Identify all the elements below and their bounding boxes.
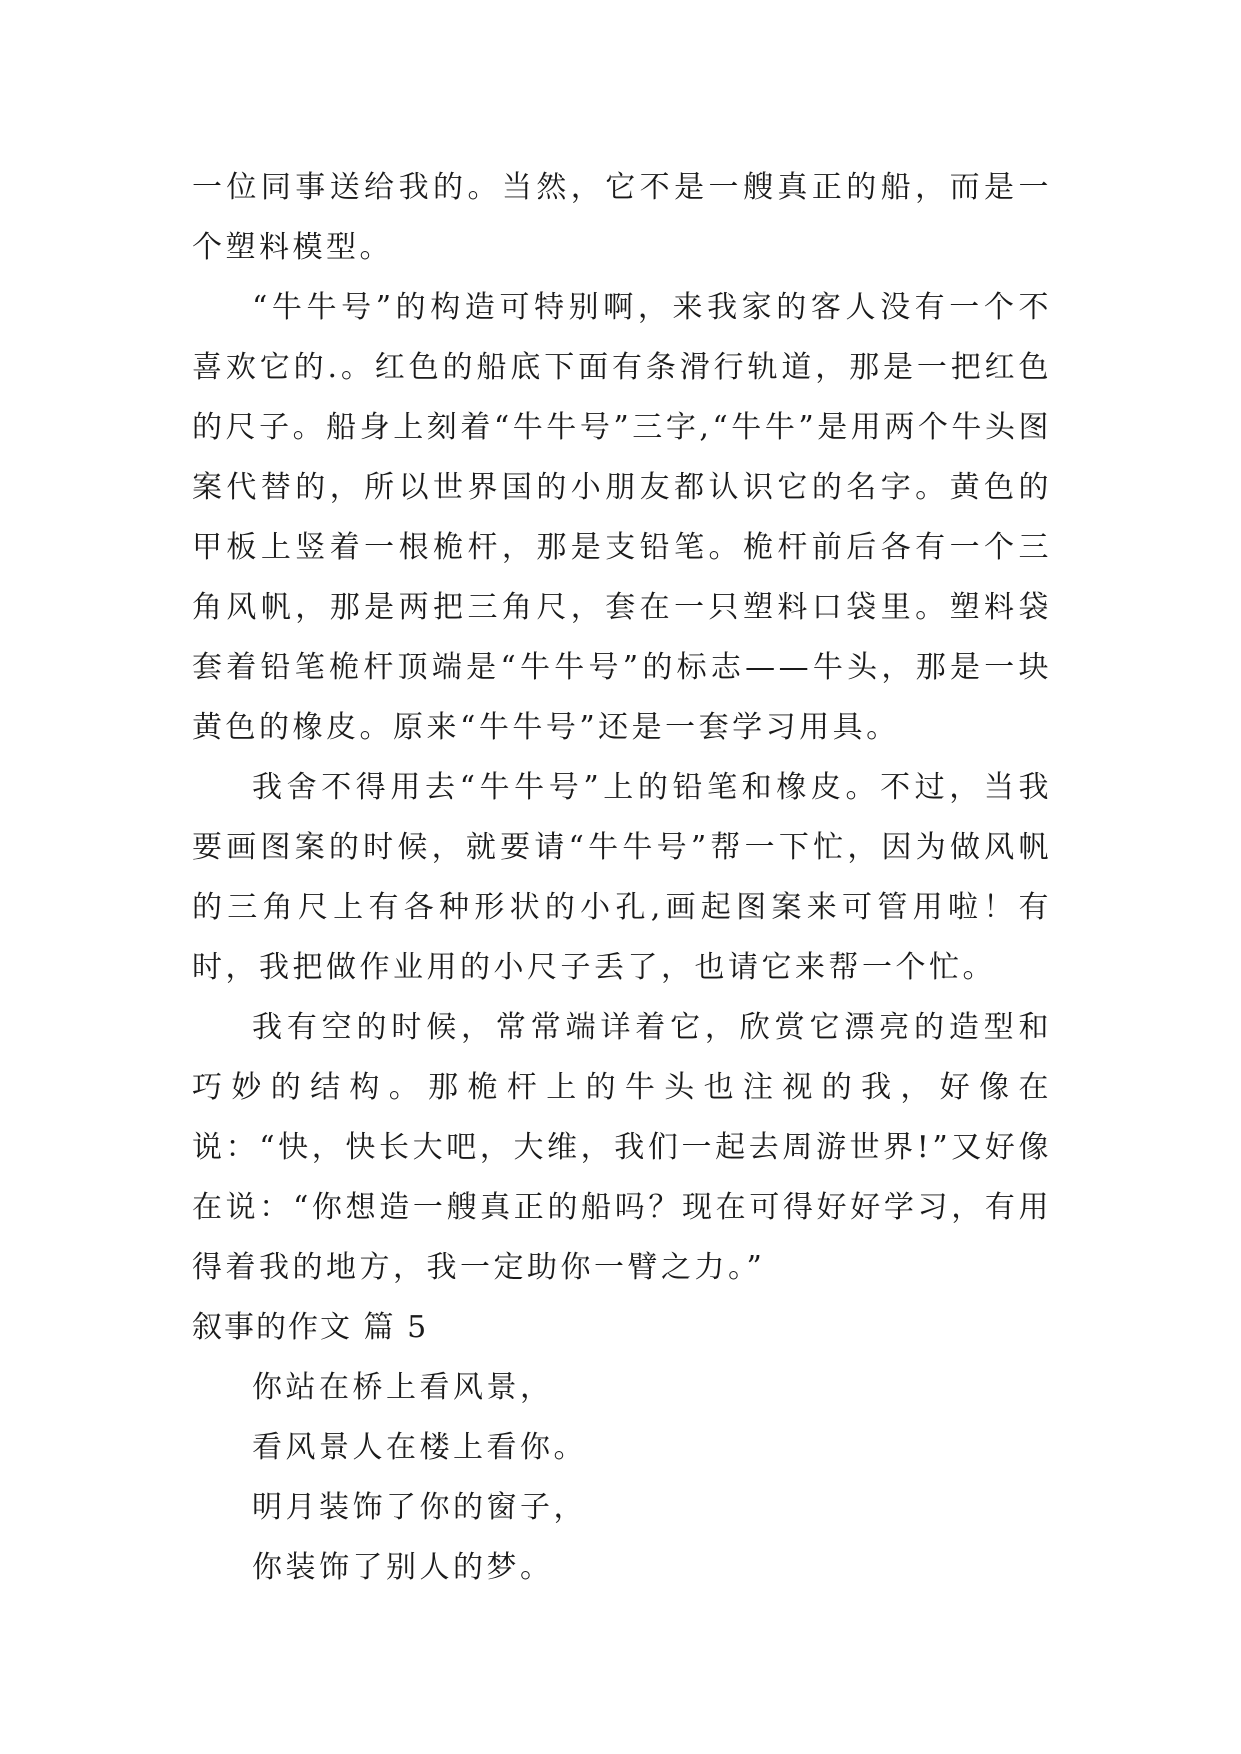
poem-line: 你装饰了别人的梦。 — [252, 1550, 554, 1585]
paragraph-ship-admire: 我有空的时候，常常端详着它，欣赏它漂亮的造型和巧妙的结构。那桅杆上的牛头也注视的我，好像在说：“快，快长大吧，大维，我们一起去周游世界!”又好像在说：“你想造一艘真正的船吗？现在可得好好学习，有用得着我的地方，我一定助你一臂之力。” — [192, 1010, 1052, 1285]
poem-line: 你站在桥上看风景， — [252, 1370, 554, 1405]
paragraph-ship-structure: “牛牛号”的构造可特别啊，来我家的客人没有一个不喜欢它的.。红色的船底下面有条滑行轨道，那是一把红色的尺子。船身上刻着“牛牛号”三字,“牛牛”是用两个牛头图案代替的，所以世界国的小朋友都认识它的名字。黄色的甲板上竖着一根桅杆，那是支铅笔。桅杆前后各有一个三角风帆，那是两把三角尺，套在一只塑料口袋里。塑料袋套着铅笔桅杆顶端是“牛牛号”的标志——牛头，那是一块黄色的橡皮。原来“牛牛号”还是一套学习用具。 — [192, 290, 1052, 745]
poem-line: 明月装饰了你的窗子， — [252, 1490, 587, 1525]
paragraph-ship-usage: 我舍不得用去“牛牛号”上的铅笔和橡皮。不过，当我要画图案的时候，就要请“牛牛号”帮一下忙，因为做风帆的三角尺上有各种形状的小孔,画起图案来可管用啦！有时，我把做作业用的小尺子丢了，也请它来帮一个忙。 — [192, 770, 1052, 985]
section-heading: 叙事的作文 篇 5 — [192, 1310, 429, 1345]
document-body — [192, 158, 1052, 1598]
paragraph-continued: 一位同事送给我的。当然，它不是一艘真正的船，而是一个塑料模型。 — [192, 170, 1052, 265]
poem-line: 看风景人在楼上看你。 — [252, 1430, 587, 1465]
